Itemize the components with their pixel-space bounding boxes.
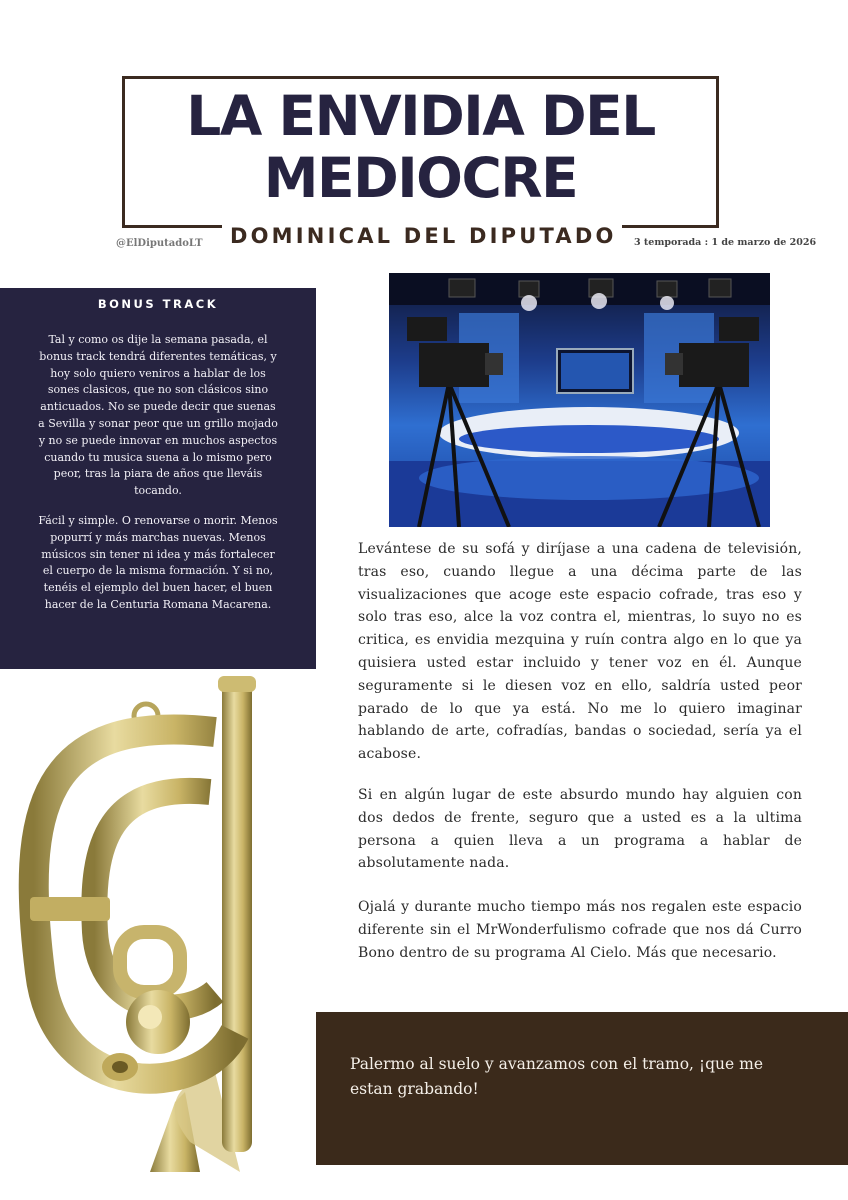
tv-studio-image [389,273,770,527]
article-paragraph-3: Ojalá y durante mucho tiempo más nos regalen este espacio diferente sin el MrWonderfulismo cofrade que nos dá Curro Bono dentro de su programa Al Cielo. Más que necesario. [358,899,802,961]
article-paragraph-1: Levántese de su sofá y diríjase a una cadena de televisión, tras eso, cuando llegue a una décima parte de las visualizaciones que acoge este espacio cofrade, tras eso y solo tras eso, alce la voz contra el, mientras, lo suyo no es critica, es envidia mezquina y ruín contra algo en lo que ya quisiera usted estar incluido y tener voz en él. Aunque seguramente si le diesen voz en ello, saldría usted peor parado de lo que ya está. No me lo quiero imaginar hablando de arte, cofradías, bandas o sociedad, sería ya el acabose. [358,541,802,763]
social-handle: @ElDiputadoLT [116,238,203,249]
title-line-1: LA ENVIDIA DEL [186,84,655,148]
sidebar-paragraph-1: Tal y como os dije la semana pasada, el bonus track tendrá diferentes temáticas, y hoy solo quiero veniros a hablar de los sones clasicos, que no son clásicos sino anticuados. No se puede decir que suenas a Sevilla y sonar peor que un grillo mojado y no se puede innovar en muchos aspectos cuando tu musica suena a lo mismo pero peor, tras la piara de años que lleváis tocando. [38,333,278,498]
sidebar-paragraph-2: Fácil y simple. O renovarse o morir. Menos popurrí y más marchas nuevas. Menos músicos sin tener ni idea y más fortalecer el cuerpo de la misma formación. Y si no, tenéis el ejemplo del buen hacer, el buen hacer de la Centuria Romana Macarena. [38,514,278,611]
issue-dateline: 3 temporada : 1 de marzo de 2026 [634,237,817,248]
title-frame [122,76,719,228]
bugle-image [0,672,320,1176]
title-line-2: MEDIOCRE [263,146,578,210]
sidebar-heading: BONUS TRACK [97,297,219,311]
page-title [125,85,716,209]
article-paragraph-2: Si en algún lugar de este absurdo mundo hay alguien con dos dedos de frente, seguro que a usted es a la ultima persona a quien lleva a un programa a hablar de absolutamente nada. [358,787,802,872]
publication-subtitle: DOMINICAL DEL DIPUTADO [230,224,617,248]
bonus-track-sidebar [0,288,316,669]
footer-quote: Palermo al suelo y avanzamos con el tramo, ¡que me estan grabando! [350,1055,763,1098]
footer-quote-box [316,1012,848,1165]
